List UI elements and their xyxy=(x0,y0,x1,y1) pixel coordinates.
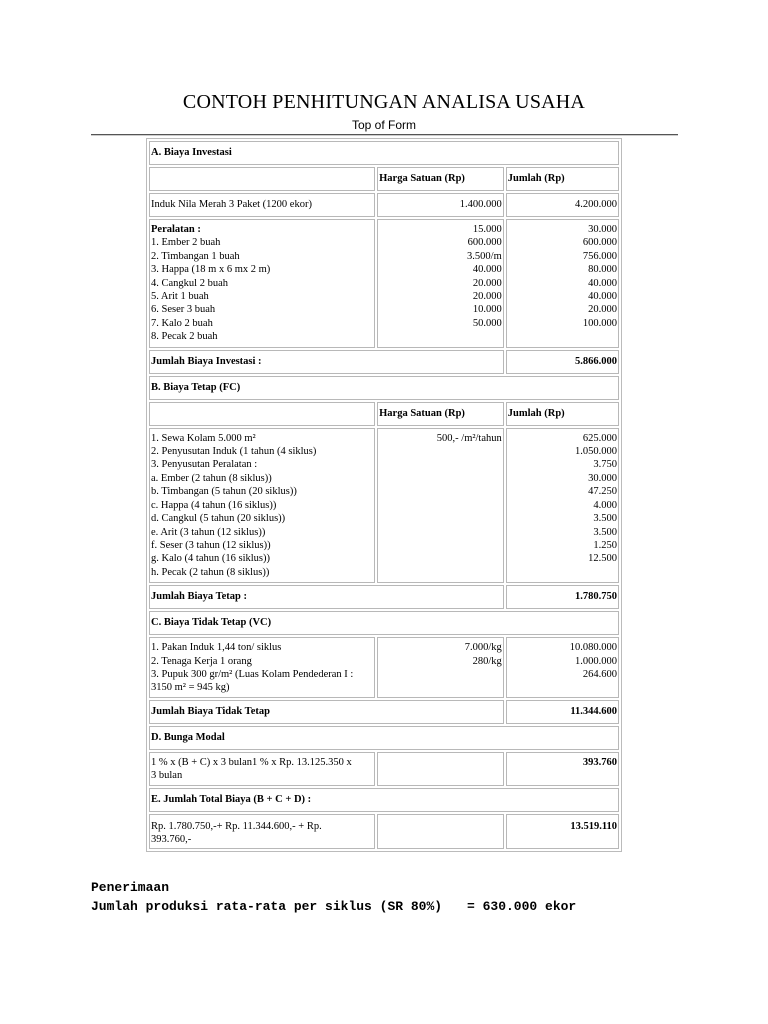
induk-row xyxy=(149,193,619,217)
peralatan-labels xyxy=(149,219,375,348)
empty-cell xyxy=(149,167,375,191)
list-item: h. Pecak (2 tahun (8 siklus)) xyxy=(151,566,270,578)
section-b-heading-row xyxy=(149,376,619,400)
total-row xyxy=(149,814,619,850)
biaya-tetap-row xyxy=(149,428,619,583)
penerimaan-heading: Penerimaan xyxy=(91,880,170,895)
column-header-harga: Harga Satuan (Rp) xyxy=(377,402,504,426)
list-item: 2. Tenaga Kerja 1 orang xyxy=(151,655,252,667)
list-item: 1. Sewa Kolam 5.000 m² xyxy=(151,432,256,444)
jumlah-value: 625.000 xyxy=(582,432,617,444)
harga-value: 280/kg xyxy=(472,655,502,667)
harga-value: 500,- /m²/tahun xyxy=(436,432,502,444)
list-item: 7. Kalo 2 buah xyxy=(151,317,213,329)
investasi-total-row xyxy=(149,350,619,374)
jumlah-value: 3.500 xyxy=(593,513,617,525)
jumlah-value: 600.000 xyxy=(582,237,617,249)
section-b-column-header-row xyxy=(149,402,619,426)
jumlah-value: 20.000 xyxy=(588,304,617,316)
page-title: CONTOH PENHITUNGAN ANALISA USAHA xyxy=(182,91,586,113)
list-item: f. Seser (3 tahun (12 siklus)) xyxy=(151,539,271,551)
list-item: b. Timbangan (5 tahun (20 siklus)) xyxy=(151,486,297,498)
investasi-total-label: Jumlah Biaya Investasi : xyxy=(149,350,504,374)
column-header-harga: Harga Satuan (Rp) xyxy=(377,167,504,191)
induk-label: Induk Nila Merah 3 Paket (1200 ekor) xyxy=(149,193,375,217)
peralatan-jumlah xyxy=(506,219,619,348)
biaya-tidak-tetap-harga xyxy=(377,637,504,698)
column-header-jumlah: Jumlah (Rp) xyxy=(506,167,619,191)
section-c-heading-row xyxy=(149,611,619,635)
list-item: 5. Arit 1 buah xyxy=(151,291,209,303)
list-item: g. Kalo (4 tahun (16 siklus)) xyxy=(151,553,270,565)
jumlah-value: 47.250 xyxy=(588,486,617,498)
produksi-value: = 630.000 ekor xyxy=(467,899,577,914)
jumlah-value: 264.600 xyxy=(582,668,617,680)
tetap-total-row xyxy=(149,585,619,609)
jumlah-value: 12.500 xyxy=(588,553,617,565)
list-item: 3. Pupuk 300 gr/m² (Luas Kolam Pendederan I : xyxy=(151,668,354,680)
harga-value: 7.000/kg xyxy=(464,642,502,654)
produksi-label: Jumlah produksi rata-rata per siklus (SR 80%) xyxy=(91,899,443,914)
list-item: 8. Pecak 2 buah xyxy=(151,331,218,343)
harga-value: 600.000 xyxy=(467,237,502,249)
horizontal-rule xyxy=(91,134,678,136)
section-d-heading: D. Bunga Modal xyxy=(149,726,619,750)
harga-value: 40.000 xyxy=(472,264,502,276)
jumlah-value: 100.000 xyxy=(582,317,617,329)
list-item: 6. Seser 3 buah xyxy=(151,304,216,316)
empty-cell xyxy=(377,814,504,850)
tidak-tetap-total-row xyxy=(149,700,619,724)
tetap-total-label: Jumlah Biaya Tetap : xyxy=(149,585,504,609)
empty-cell xyxy=(149,402,375,426)
total-value: 13.519.110 xyxy=(506,814,619,850)
induk-harga: 1.400.000 xyxy=(377,193,504,217)
biaya-tetap-labels xyxy=(149,428,375,583)
list-item: 1. Ember 2 buah xyxy=(151,237,221,249)
investasi-total-value: 5.866.000 xyxy=(506,350,619,374)
section-e-heading: E. Jumlah Total Biaya (B + C + D) : xyxy=(149,788,619,812)
jumlah-value: 40.000 xyxy=(588,277,617,289)
jumlah-value: 30.000 xyxy=(588,472,617,484)
biaya-tidak-tetap-labels xyxy=(149,637,375,698)
section-c-heading: C. Biaya Tidak Tetap (VC) xyxy=(149,611,619,635)
list-item: e. Arit (3 tahun (12 siklus)) xyxy=(151,526,266,538)
harga-value: 50.000 xyxy=(472,317,502,329)
list-item: 1. Pakan Induk 1,44 ton/ siklus xyxy=(151,642,282,654)
harga-value: 20.000 xyxy=(472,291,502,303)
jumlah-value: 1.000.000 xyxy=(575,655,617,667)
section-a-column-header-row xyxy=(149,167,619,191)
formula-line: Rp. 1.780.750,-+ Rp. 11.344.600,- + Rp. xyxy=(151,820,322,832)
jumlah-value: 4.000 xyxy=(593,499,617,511)
jumlah-value: 756.000 xyxy=(582,250,617,262)
tidak-tetap-total-value: 11.344.600 xyxy=(506,700,619,724)
list-item: 2. Timbangan 1 buah xyxy=(151,250,240,262)
biaya-tetap-jumlah xyxy=(506,428,619,583)
bunga-value: 393.760 xyxy=(506,752,619,786)
formula-line: 3 bulan xyxy=(151,770,183,782)
harga-value: 3.500/m xyxy=(467,250,502,262)
jumlah-value: 10.080.000 xyxy=(569,642,617,654)
harga-value: 15.000 xyxy=(472,224,502,235)
harga-value: 10.000 xyxy=(472,304,502,316)
top-of-form-label: Top of Form xyxy=(351,118,417,132)
peralatan-row xyxy=(149,219,619,348)
column-header-jumlah: Jumlah (Rp) xyxy=(506,402,619,426)
list-item: a. Ember (2 tahun (8 siklus)) xyxy=(151,472,272,484)
jumlah-value: 3.750 xyxy=(593,459,617,471)
tetap-total-value: 1.780.750 xyxy=(506,585,619,609)
list-item: c. Happa (4 tahun (16 siklus)) xyxy=(151,499,277,511)
bunga-formula xyxy=(149,752,375,786)
jumlah-value: 1.050.000 xyxy=(575,446,617,458)
formula-line: 393.760,- xyxy=(151,833,192,845)
tidak-tetap-total-label: Jumlah Biaya Tidak Tetap xyxy=(149,700,504,724)
section-a-heading: A. Biaya Investasi xyxy=(149,141,619,165)
section-b-heading: B. Biaya Tetap (FC) xyxy=(149,376,619,400)
jumlah-value: 40.000 xyxy=(588,291,617,303)
section-d-heading-row xyxy=(149,726,619,750)
biaya-tidak-tetap-jumlah xyxy=(506,637,619,698)
section-a-heading-row xyxy=(149,141,619,165)
empty-cell xyxy=(377,752,504,786)
biaya-tetap-harga xyxy=(377,428,504,583)
list-item: d. Cangkul (5 tahun (20 siklus)) xyxy=(151,513,286,525)
section-e-heading-row xyxy=(149,788,619,812)
total-formula xyxy=(149,814,375,850)
jumlah-value: 1.250 xyxy=(593,539,617,551)
list-item: 4. Cangkul 2 buah xyxy=(151,277,228,289)
biaya-tidak-tetap-row xyxy=(149,637,619,698)
list-item: 3150 m² = 945 kg) xyxy=(151,682,230,694)
harga-value: 20.000 xyxy=(472,277,502,289)
list-item: 2. Penyusutan Induk (1 tahun (4 siklus) xyxy=(151,446,317,458)
peralatan-heading: Peralatan : xyxy=(151,224,201,235)
cost-analysis-table xyxy=(146,138,622,852)
bunga-row xyxy=(149,752,619,786)
jumlah-value: 80.000 xyxy=(588,264,617,276)
formula-line: 1 % x (B + C) x 3 bulan1 % x Rp. 13.125.350 x xyxy=(151,756,352,768)
jumlah-value: 3.500 xyxy=(593,526,617,538)
list-item: 3. Penyusutan Peralatan : xyxy=(151,459,258,471)
induk-jumlah: 4.200.000 xyxy=(506,193,619,217)
list-item: 3. Happa (18 m x 6 mx 2 m) xyxy=(151,264,271,276)
peralatan-harga xyxy=(377,219,504,348)
jumlah-value: 30.000 xyxy=(588,224,617,235)
